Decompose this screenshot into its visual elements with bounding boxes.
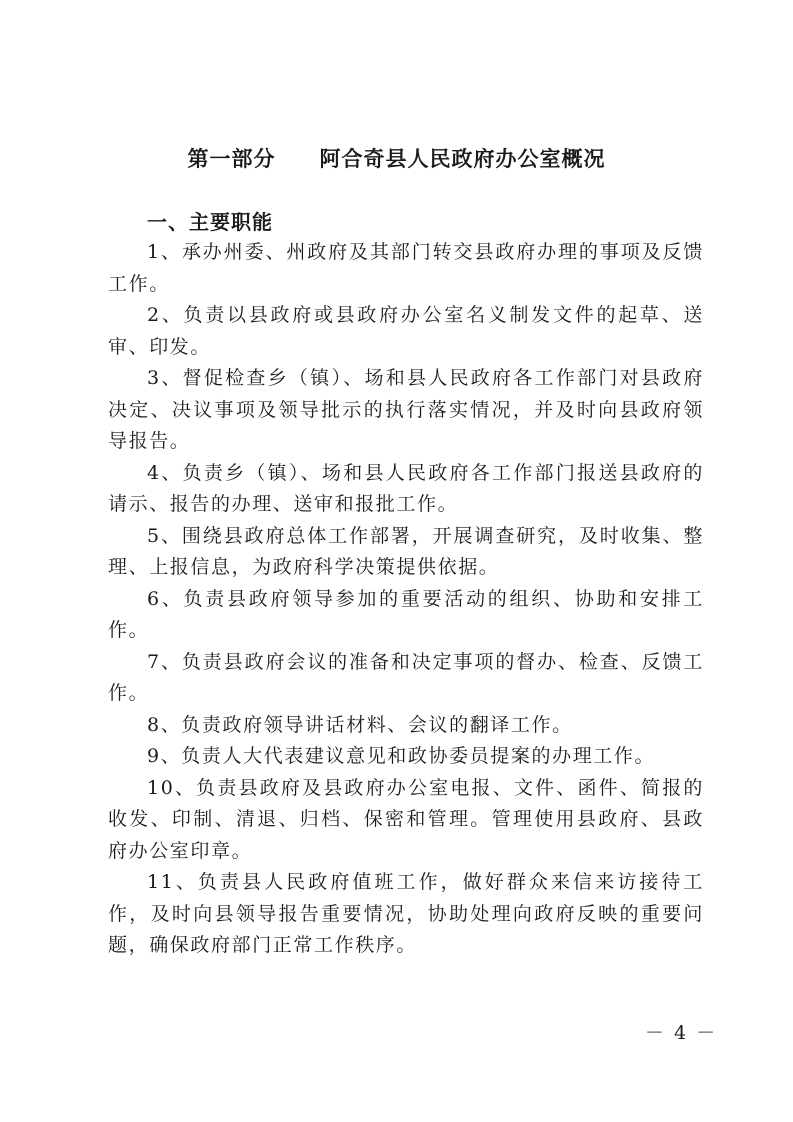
paragraph-4: 4、负责乡（镇）、场和县人民政府各工作部门报送县政府的请示、报告的办理、送审和报批工作。 xyxy=(108,461,704,515)
paragraph-11: 11、负责县人民政府值班工作，做好群众来信来访接待工作，及时向县领导报告重要情况，协助处理向政府反映的重要问题，确保政府部门正常工作秩序。 xyxy=(108,871,704,956)
page-title: 第一部分 阿合奇县人民政府办公室概况 xyxy=(187,147,606,171)
paragraph-8: 8、负责政府领导讲话材料、会议的翻译工作。 xyxy=(147,713,573,736)
paragraph-9: 9、负责人大代表建议意见和政协委员提案的办理工作。 xyxy=(147,745,656,767)
body-text xyxy=(108,237,704,962)
paragraph-1: 1、承办州委、州政府及其部门转交县政府办理的事项及反馈工作。 xyxy=(108,241,704,295)
paragraph-5: 5、围绕县政府总体工作部署，开展调查研究，及时收集、整理、上报信息，为政府科学决策提供依据。 xyxy=(108,524,704,578)
paragraph-3: 3、督促检查乡（镇）、场和县人民政府各工作部门对县政府决定、决议事项及领导批示的执行落实情况，并及时向县政府领导报告。 xyxy=(108,367,704,452)
page-number: － 4 － xyxy=(645,1022,718,1044)
paragraph-7: 7、负责县政府会议的准备和决定事项的督办、检查、反馈工作。 xyxy=(108,650,704,704)
section-heading: 一、主要职能 xyxy=(147,210,273,234)
paragraph-6: 6、负责县政府领导参加的重要活动的组织、协助和安排工作。 xyxy=(108,587,704,641)
paragraph-10: 10、负责县政府及县政府办公室电报、文件、函件、简报的收发、印制、清退、归档、保密和管理。管理使用县政府、县政府办公室印章。 xyxy=(108,776,704,862)
paragraph-2: 2、负责以县政府或县政府办公室名义制发文件的起草、送审、印发。 xyxy=(108,304,704,358)
